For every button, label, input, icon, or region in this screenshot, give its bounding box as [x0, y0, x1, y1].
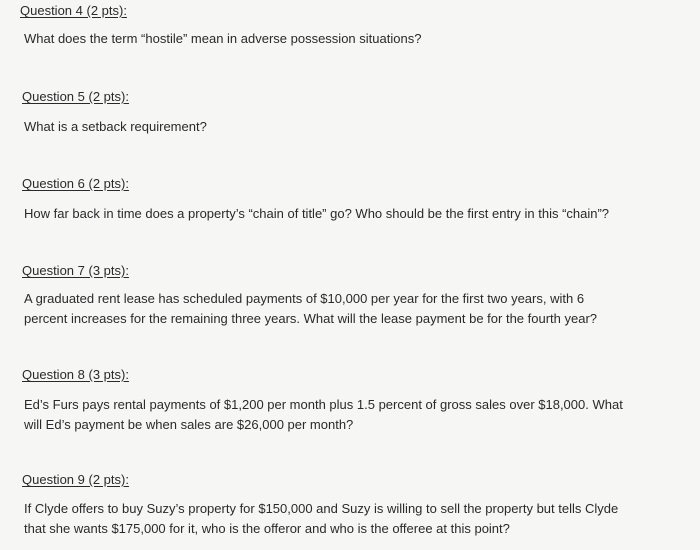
question-7-line-1: A graduated rent lease has scheduled payments of $10,000 per year for the first two years, with 6	[24, 291, 585, 306]
question-9-line-2: that she wants $175,000 for it, who is the offeror and who is the offeree at this point?	[24, 521, 510, 536]
question-6-text	[24, 204, 664, 224]
question-6-line-1: How far back in time does a property’s “chain of title” go? Who should be the first entry in this “chain”?	[24, 206, 610, 221]
question-8-title: Question 8 (3 pts):	[22, 367, 129, 382]
question-5-line-1: What is a setback requirement?	[24, 119, 207, 134]
question-8-line-2: will Ed’s payment be when sales are $26,000 per month?	[24, 417, 354, 432]
question-5-text	[24, 117, 664, 137]
question-9-line-1: If Clyde offers to buy Suzy’s property for $150,000 and Suzy is willing to sell the property but tells Clyde	[24, 501, 619, 516]
question-9-text	[24, 499, 664, 539]
question-9-title: Question 9 (2 pts):	[22, 472, 129, 487]
question-7-line-2: percent increases for the remaining three years. What will the lease payment be for the fourth year?	[24, 311, 598, 326]
question-7-text	[24, 289, 664, 329]
question-8-line-1: Ed’s Furs pays rental payments of $1,200 per month plus 1.5 percent of gross sales over $18,000. What	[24, 397, 623, 412]
question-4-title: Question 4 (2 pts):	[20, 3, 127, 18]
question-4-line-1: What does the term “hostile” mean in adverse possession situations?	[24, 31, 422, 46]
question-5-title: Question 5 (2 pts):	[22, 89, 129, 104]
question-4-text	[24, 29, 664, 49]
question-6-title: Question 6 (2 pts):	[22, 176, 129, 191]
question-8-text	[24, 395, 664, 435]
question-7-title: Question 7 (3 pts):	[22, 263, 129, 278]
